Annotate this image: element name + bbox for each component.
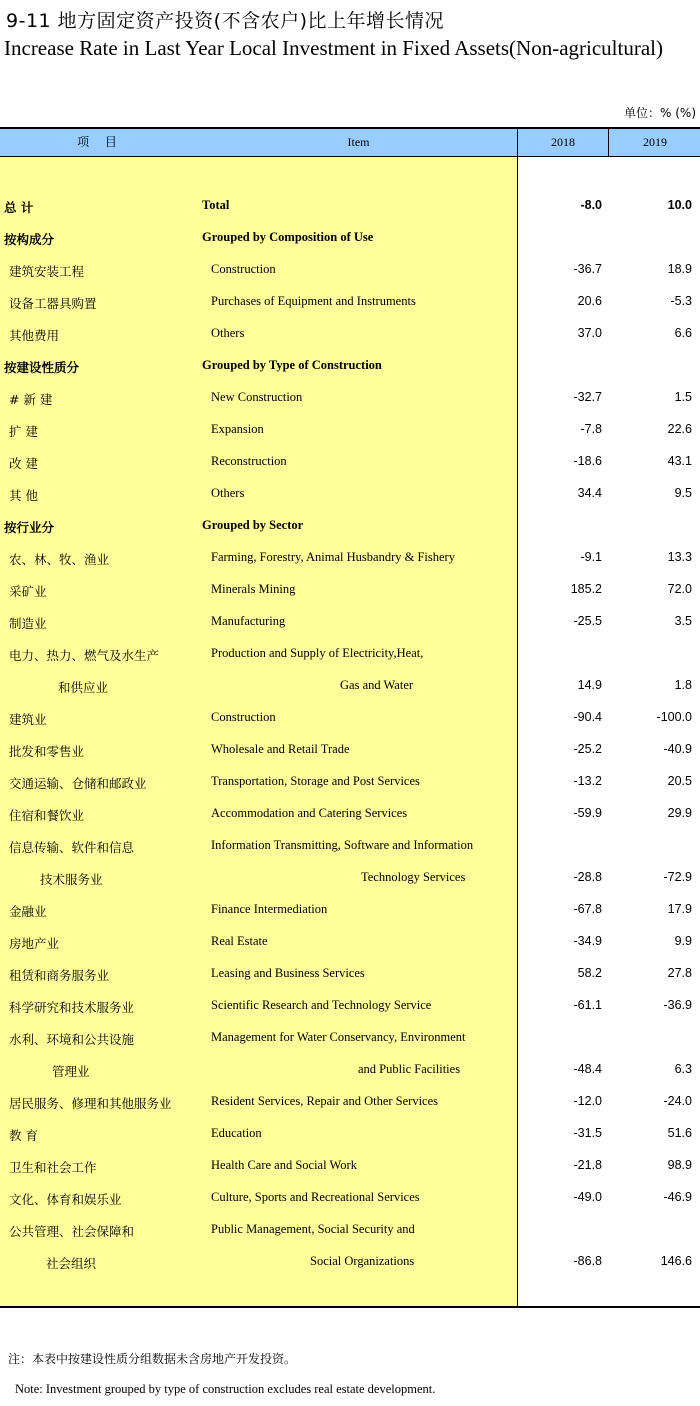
table-row (0, 574, 700, 606)
row-label-cn: 社会组织 (46, 1256, 97, 1271)
value-2018: -34.9 (573, 934, 602, 948)
table-row (0, 862, 700, 894)
value-2019: 146.6 (660, 1254, 692, 1268)
table-row (0, 542, 700, 574)
row-label-cn: 科学研究和技术服务业 (9, 1000, 135, 1015)
value-2018: -49.0 (573, 1190, 602, 1204)
row-label-en: Social Organizations (310, 1254, 415, 1268)
table-row (0, 734, 700, 766)
row-label-cn: 文化、体育和娱乐业 (9, 1192, 122, 1207)
row-label-en: Others (211, 326, 245, 340)
value-2018: -18.6 (573, 454, 602, 468)
table-row (0, 510, 700, 542)
table-row (0, 1246, 700, 1278)
value-2019: 18.9 (667, 262, 692, 276)
table-row (0, 894, 700, 926)
row-label-cn: 农、林、牧、渔业 (9, 552, 110, 567)
row-label-en: Construction (211, 710, 276, 724)
row-label-en: Reconstruction (211, 454, 287, 468)
value-2019: 3.5 (674, 614, 692, 628)
row-label-en: Total (202, 198, 230, 212)
row-label-cn: 技术服务业 (40, 872, 103, 887)
value-2019: 9.9 (674, 934, 692, 948)
value-2019: -24.0 (663, 1094, 692, 1108)
row-label-cn: 按行业分 (4, 520, 55, 535)
row-label-cn: 教 育 (9, 1128, 38, 1143)
row-label-cn: 总 计 (4, 200, 34, 215)
value-2019: 20.5 (667, 774, 692, 788)
table-row (0, 702, 700, 734)
table-row (0, 766, 700, 798)
value-2018: -31.5 (573, 1126, 602, 1140)
row-label-cn: 设备工器具购置 (9, 296, 97, 311)
value-2019: 1.8 (674, 678, 692, 692)
value-2018: 14.9 (577, 678, 602, 692)
row-label-en: Grouped by Composition of Use (202, 230, 374, 244)
row-label-cn: 其他费用 (9, 328, 60, 343)
table-row (0, 926, 700, 958)
table-row (0, 1022, 700, 1054)
value-2019: 27.8 (667, 966, 692, 980)
footnote-en: Note: Investment grouped by type of construction excludes real estate development. (15, 1382, 436, 1396)
value-2019: 51.6 (667, 1126, 692, 1140)
value-2018: -8.0 (580, 198, 602, 212)
row-label-en: Farming, Forestry, Animal Husbandry & Fishery (211, 550, 455, 564)
row-label-en: Manufacturing (211, 614, 286, 628)
table-row (0, 990, 700, 1022)
row-label-en: and Public Facilities (358, 1062, 461, 1076)
value-2019: -46.9 (663, 1190, 692, 1204)
value-2019: 1.5 (674, 390, 692, 404)
row-label-en: Construction (211, 262, 276, 276)
value-2018: -7.8 (580, 422, 602, 436)
row-label-cn: 信息传输、软件和信息 (9, 840, 135, 855)
value-2018: -59.9 (573, 806, 602, 820)
row-label-cn: 住宿和餐饮业 (9, 808, 85, 823)
row-label-en: Transportation, Storage and Post Services (211, 774, 420, 788)
value-2018: 185.2 (570, 582, 602, 596)
value-2019: 6.6 (674, 326, 692, 340)
table-row (0, 1118, 700, 1150)
value-2018: 34.4 (577, 486, 602, 500)
row-label-en: Real Estate (211, 934, 268, 948)
row-label-cn: 建筑安装工程 (9, 264, 85, 279)
value-2018: -36.7 (573, 262, 602, 276)
header-item-cn: 项 目 (77, 135, 123, 149)
row-label-cn: 扩 建 (9, 424, 38, 439)
value-2019: 10.0 (667, 198, 692, 212)
row-label-cn: 建筑业 (9, 712, 47, 727)
table-header (0, 129, 700, 157)
value-2019: -5.3 (670, 294, 692, 308)
row-label-cn: 按构成分 (4, 232, 55, 247)
row-label-en: Finance Intermediation (211, 902, 328, 916)
row-label-cn: 房地产业 (9, 936, 60, 951)
row-label-en: New Construction (211, 390, 303, 404)
header-year-2019: 2019 (608, 129, 700, 156)
table-row (0, 1182, 700, 1214)
value-2018: -32.7 (573, 390, 602, 404)
table-row (0, 638, 700, 670)
value-2018: -67.8 (573, 902, 602, 916)
value-2018: -21.8 (573, 1158, 602, 1172)
row-label-en: Grouped by Type of Construction (202, 358, 382, 372)
row-label-en: Gas and Water (340, 678, 414, 692)
row-label-en: Expansion (211, 422, 264, 436)
row-label-en: Education (211, 1126, 262, 1140)
value-2018: -25.2 (573, 742, 602, 756)
value-2018: 37.0 (577, 326, 602, 340)
row-label-cn: 按建设性质分 (4, 360, 80, 375)
value-2019: -36.9 (663, 998, 692, 1012)
value-2018: -28.8 (573, 870, 602, 884)
value-2018: 58.2 (577, 966, 602, 980)
table-body (0, 190, 700, 1278)
value-2018: 20.6 (577, 294, 602, 308)
table-row (0, 670, 700, 702)
page-title-cn: 9-11 地方固定资产投资(不含农户)比上年增长情况 (6, 10, 444, 32)
value-2018: -48.4 (573, 1062, 602, 1076)
row-label-cn: 金融业 (9, 904, 47, 919)
row-label-cn: 卫生和社会工作 (9, 1160, 97, 1175)
row-label-en: Health Care and Social Work (211, 1158, 357, 1172)
table-row (0, 414, 700, 446)
value-2018: -86.8 (573, 1254, 602, 1268)
value-2018: -9.1 (580, 550, 602, 564)
table-row (0, 1086, 700, 1118)
row-label-en: Accommodation and Catering Services (211, 806, 408, 820)
value-2019: 6.3 (674, 1062, 692, 1076)
row-label-cn: 居民服务、修理和其他服务业 (9, 1096, 172, 1111)
row-label-cn: 公共管理、社会保障和 (9, 1224, 135, 1239)
table-row (0, 958, 700, 990)
row-label-cn: 采矿业 (9, 584, 47, 599)
value-2019: 72.0 (667, 582, 692, 596)
value-2019: 29.9 (667, 806, 692, 820)
table-row (0, 318, 700, 350)
table-row (0, 1214, 700, 1246)
row-label-cn: 制造业 (9, 616, 47, 631)
value-2019: 43.1 (667, 454, 692, 468)
row-label-cn: 其 他 (9, 488, 38, 503)
footnote-cn: 注：本表中按建设性质分组数据未含房地产开发投资。 (8, 1352, 297, 1366)
value-2019: -72.9 (663, 870, 692, 884)
row-label-en: Leasing and Business Services (211, 966, 365, 980)
table-row (0, 254, 700, 286)
row-label-en: Public Management, Social Security and (211, 1222, 415, 1236)
row-label-en: Management for Water Conservancy, Environment (211, 1030, 466, 1044)
header-item-en: Item (347, 135, 370, 149)
row-label-cn: # 新 建 (9, 392, 53, 407)
table-row (0, 286, 700, 318)
table-row (0, 350, 700, 382)
row-label-en: Culture, Sports and Recreational Services (211, 1190, 420, 1204)
value-2018: -61.1 (573, 998, 602, 1012)
value-2019: 98.9 (667, 1158, 692, 1172)
table-row (0, 798, 700, 830)
row-label-en: Wholesale and Retail Trade (211, 742, 350, 756)
table-row (0, 190, 700, 222)
value-2019: 13.3 (667, 550, 692, 564)
row-label-cn: 批发和零售业 (9, 744, 85, 759)
header-year-2018: 2018 (551, 135, 575, 149)
row-label-en: Technology Services (361, 870, 466, 884)
row-label-cn: 和供应业 (58, 680, 109, 695)
value-2018: -13.2 (573, 774, 602, 788)
value-2019: 17.9 (667, 902, 692, 916)
table-row (0, 606, 700, 638)
value-2018: -25.5 (573, 614, 602, 628)
table-row (0, 1054, 700, 1086)
value-2019: -40.9 (663, 742, 692, 756)
value-2019: -100.0 (656, 710, 692, 724)
row-label-cn: 租赁和商务服务业 (9, 968, 110, 983)
table-row (0, 382, 700, 414)
value-2018: -12.0 (573, 1094, 602, 1108)
row-label-cn: 水利、环境和公共设施 (9, 1032, 135, 1047)
row-label-cn: 电力、热力、燃气及水生产 (9, 648, 160, 663)
table-row (0, 222, 700, 254)
row-label-en: Resident Services, Repair and Other Services (211, 1094, 439, 1108)
row-label-cn: 改 建 (9, 456, 38, 471)
row-label-en: Others (211, 486, 245, 500)
value-2018: -90.4 (573, 710, 602, 724)
page-title-en: Increase Rate in Last Year Local Investment in Fixed Assets(Non-agricultural) (4, 36, 663, 60)
row-label-en: Minerals Mining (211, 582, 296, 596)
table-bottom-rule (0, 1306, 700, 1308)
row-label-en: Grouped by Sector (202, 518, 304, 532)
value-2019: 22.6 (667, 422, 692, 436)
table-row (0, 478, 700, 510)
row-label-en: Information Transmitting, Software and Information (211, 838, 474, 852)
table-row (0, 830, 700, 862)
row-label-en: Scientific Research and Technology Service (211, 998, 432, 1012)
value-2019: 9.5 (674, 486, 692, 500)
table-row (0, 446, 700, 478)
row-label-en: Purchases of Equipment and Instruments (211, 294, 416, 308)
unit-label: 单位：% (%) (624, 106, 696, 120)
table-row (0, 1150, 700, 1182)
row-label-en: Production and Supply of Electricity,Heat, (211, 646, 424, 660)
row-label-cn: 交通运输、仓储和邮政业 (9, 776, 147, 791)
row-label-cn: 管理业 (52, 1064, 90, 1079)
